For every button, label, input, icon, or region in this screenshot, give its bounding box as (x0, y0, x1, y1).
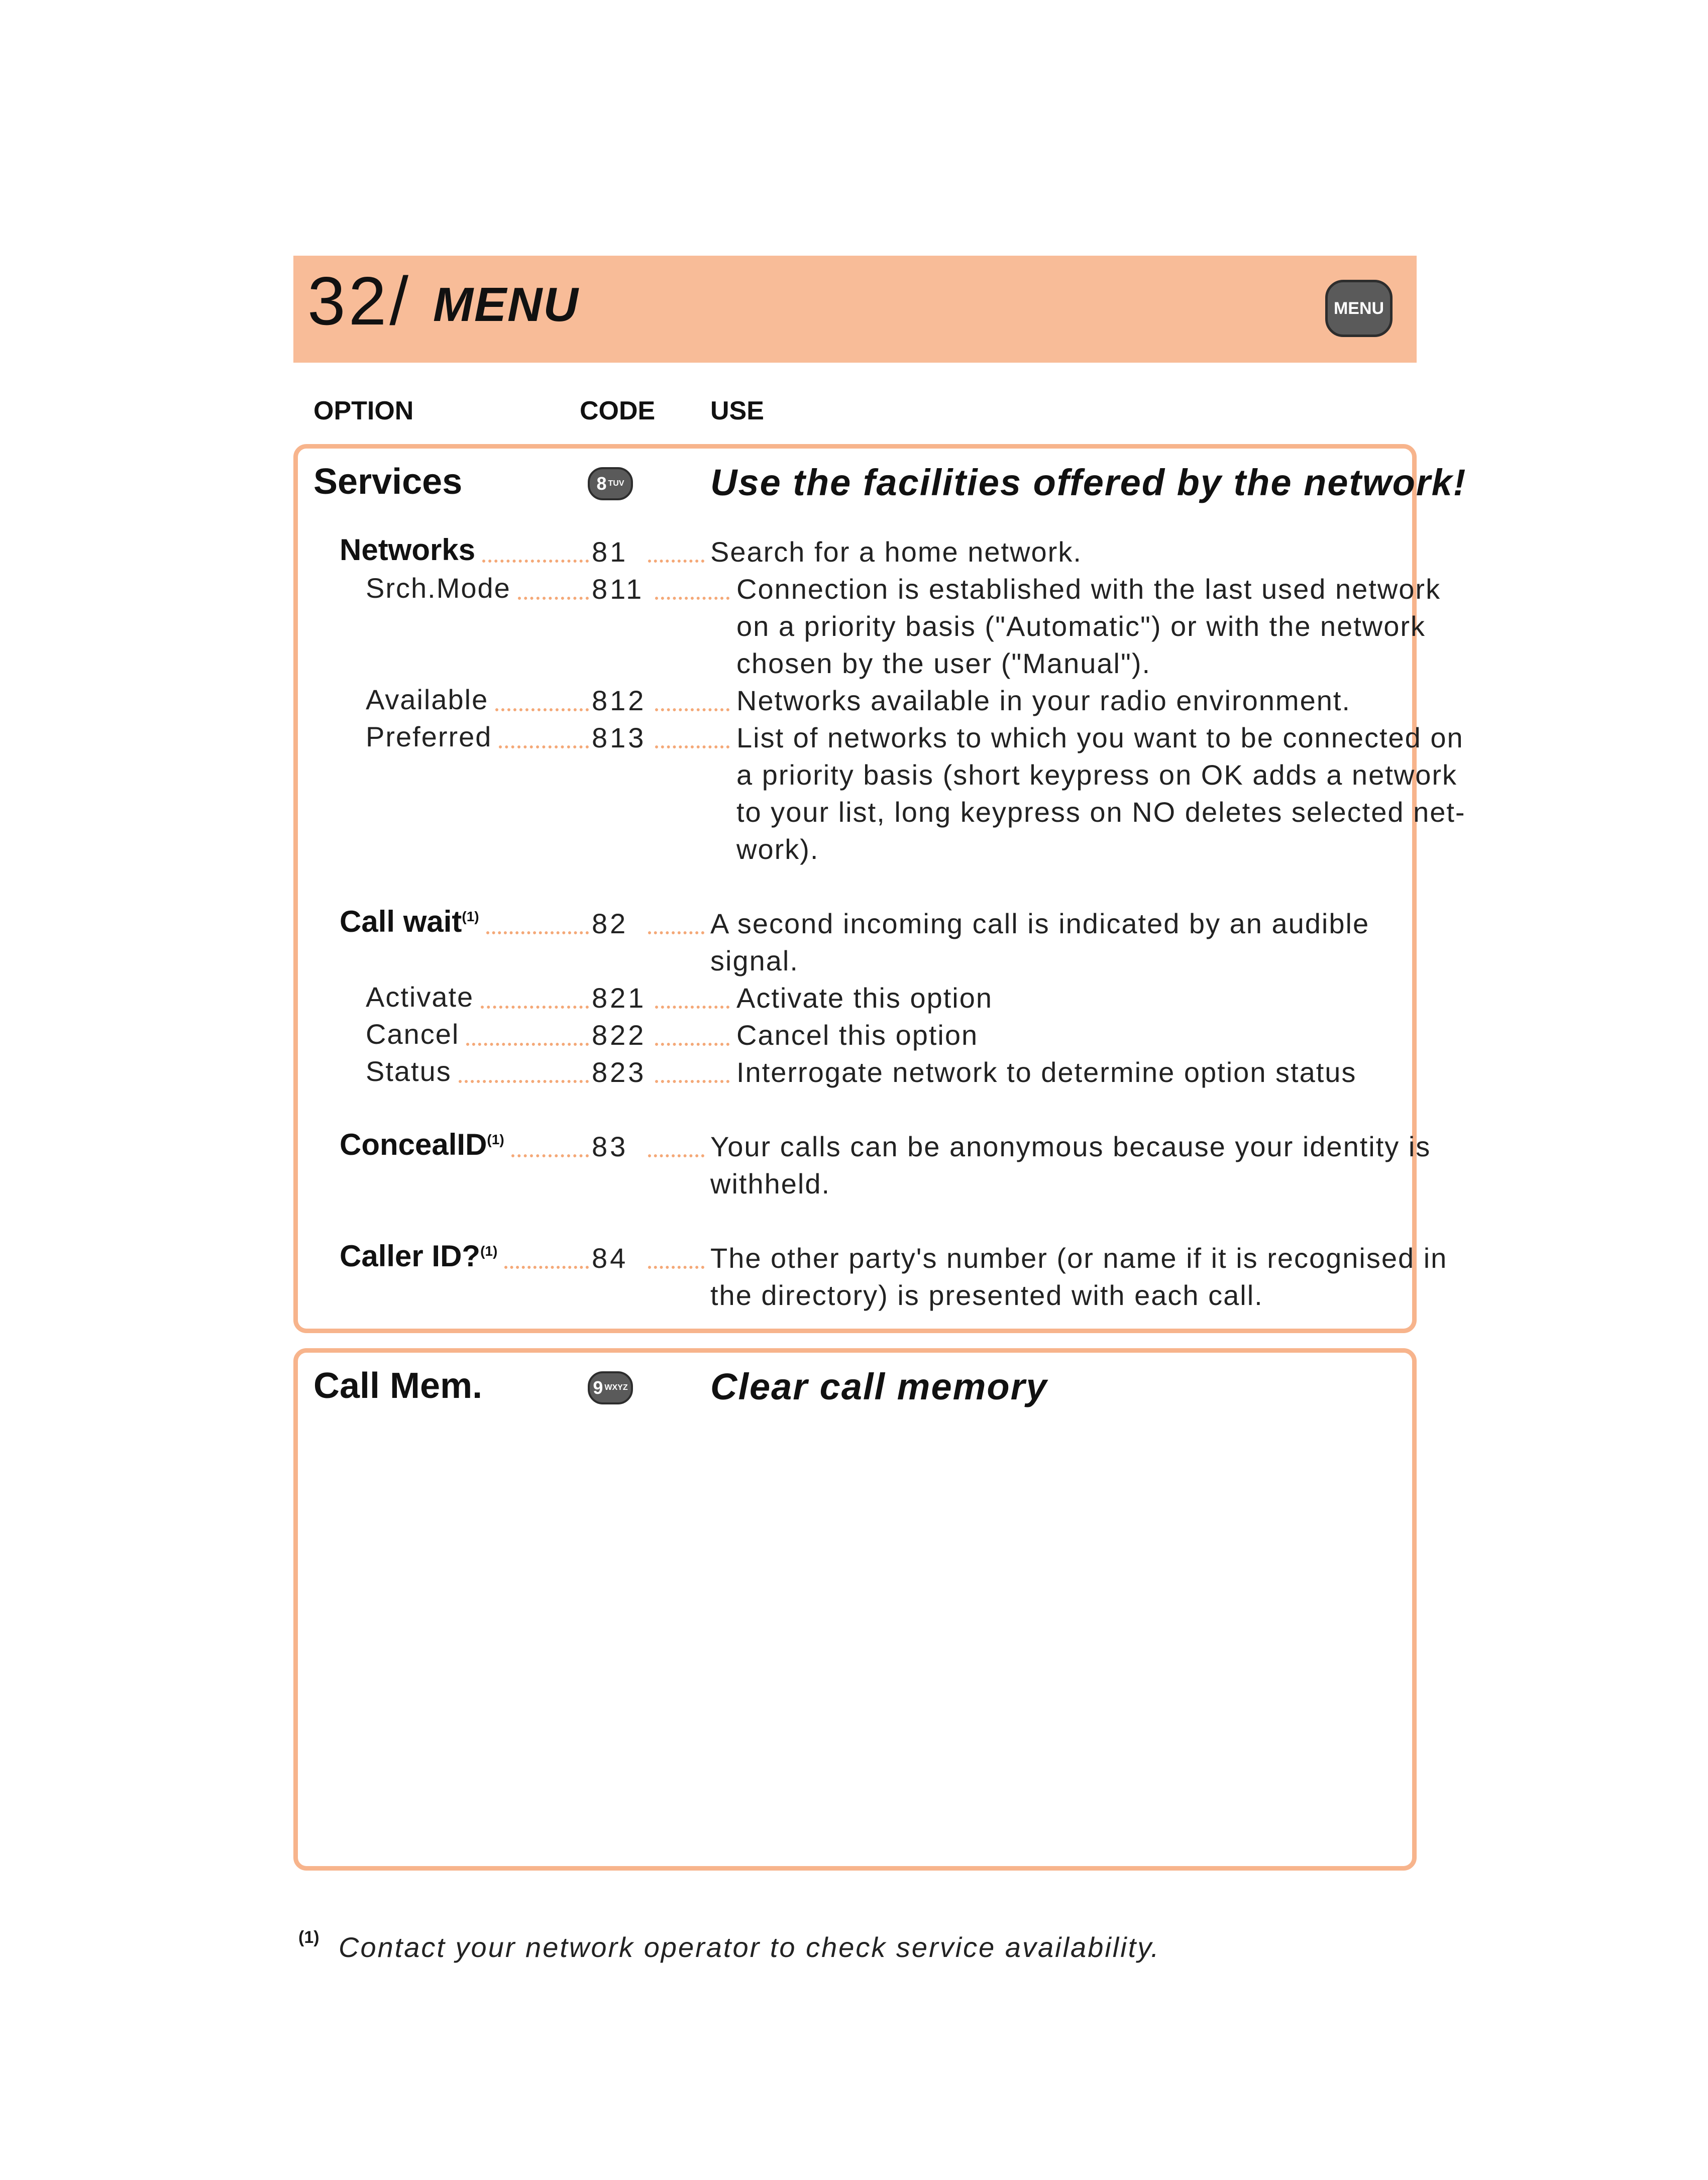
sub-option-code: 823 (592, 1056, 647, 1088)
option-code: 82 (592, 908, 628, 939)
option-use-text: A second incoming call is indicated by an audible (710, 908, 1370, 939)
column-header-use: USE (710, 396, 764, 425)
call-mem-title: Call Mem. (313, 1366, 483, 1406)
services-use: Use the facilities offered by the network! (710, 462, 1467, 503)
leader-dots (486, 931, 589, 934)
menu-key-icon (1325, 280, 1393, 337)
leader-dots (648, 560, 704, 563)
page-title: MENU (433, 278, 579, 332)
leader-dots (655, 708, 729, 711)
leader-dots (655, 1043, 729, 1046)
leader-dots (504, 1266, 589, 1269)
column-header-option: OPTION (313, 396, 414, 425)
page-number: 32/ (307, 263, 412, 339)
footnote-ref: (1) (480, 1243, 498, 1259)
option-code: 83 (592, 1131, 628, 1162)
leader-dots (466, 1043, 589, 1046)
leader-dots (482, 560, 589, 563)
leader-dots (648, 1266, 704, 1269)
option-use-text: Search for a home network. (710, 536, 1082, 568)
sub-option-use-text: chosen by the user ("Manual"). (736, 647, 1151, 679)
option-code: 81 (592, 536, 628, 568)
option-label: Call wait$^{(1)}$ (340, 905, 479, 938)
sub-option-use-text: a priority basis (short keypress on OK adds a network (736, 759, 1458, 791)
sub-option-use-text: on a priority basis ("Automatic") or with the network (736, 610, 1426, 642)
sub-option-label: Srch.Mode (366, 572, 511, 604)
sub-option-use-text: Networks available in your radio environment. (736, 685, 1351, 716)
leader-dots (648, 931, 704, 934)
sub-option-label: Activate (366, 981, 474, 1013)
sub-option-code: 822 (592, 1019, 647, 1051)
services-title: Services (313, 462, 463, 502)
footnote-text: Contact your network operator to check service availability. (339, 1931, 1160, 1963)
sub-option-label: Preferred (366, 721, 492, 752)
option-use-text: signal. (710, 945, 799, 976)
sub-option-code: 813 (592, 722, 647, 753)
option-use-text: The other party's number (or name if it is recognised in (710, 1242, 1448, 1274)
sub-option-use-text: Activate this option (736, 982, 993, 1014)
leader-dots (459, 1080, 589, 1083)
leader-dots (655, 745, 729, 748)
call-mem-section (293, 1348, 1417, 1871)
leader-dots (655, 1006, 729, 1009)
sub-option-use-text: to your list, long keypress on NO deletes selected net- (736, 796, 1466, 828)
leader-dots (655, 1080, 729, 1083)
sub-option-label: Cancel (366, 1018, 460, 1050)
option-label: Networks (340, 533, 476, 567)
option-use-text: the directory) is presented with each call. (710, 1279, 1263, 1311)
footnote-ref: (1) (487, 1132, 504, 1147)
sub-option-code: 821 (592, 982, 647, 1014)
keypad-letters: WXYZ (604, 1383, 628, 1392)
page-header (293, 256, 1417, 363)
keypad-digit: 9 (593, 1377, 603, 1398)
sub-option-label: Status (366, 1055, 452, 1087)
leader-dots (495, 708, 589, 711)
sub-option-code: 811 (592, 573, 645, 605)
keypad-9-icon (588, 1371, 633, 1404)
option-label: ConcealID$^{(1)}$ (340, 1128, 504, 1161)
leader-dots (511, 1154, 589, 1157)
sub-option-use-text: Interrogate network to determine option status (736, 1056, 1357, 1088)
sub-option-use-text: List of networks to which you want to be connected on (736, 722, 1464, 753)
menu-key-label: MENU (1333, 298, 1384, 318)
option-use-text: Your calls can be anonymous because your identity is (710, 1131, 1431, 1162)
sub-option-use-text: Cancel this option (736, 1019, 979, 1051)
footnote-ref: (1) (462, 909, 479, 924)
sub-option-use-text: work). (736, 833, 819, 865)
sub-option-use-text: Connection is established with the last used network (736, 573, 1441, 605)
leader-dots (499, 745, 589, 748)
leader-dots (655, 597, 729, 600)
option-code: 84 (592, 1242, 628, 1274)
keypad-letters: TUV (608, 479, 624, 488)
leader-dots (481, 1006, 589, 1009)
leader-dots (648, 1154, 704, 1157)
sub-option-label: Available (366, 684, 489, 715)
leader-dots (518, 597, 589, 600)
sub-option-code: 812 (592, 685, 647, 716)
option-use-text: withheld. (710, 1168, 831, 1200)
column-header-code: CODE (580, 396, 656, 425)
call-mem-use: Clear call memory (710, 1366, 1048, 1407)
keypad-digit: 8 (596, 473, 607, 494)
footnote-mark: (1) (298, 1928, 319, 1947)
keypad-8-icon (588, 467, 633, 500)
option-label: Caller ID?$^{(1)}$ (340, 1239, 498, 1273)
